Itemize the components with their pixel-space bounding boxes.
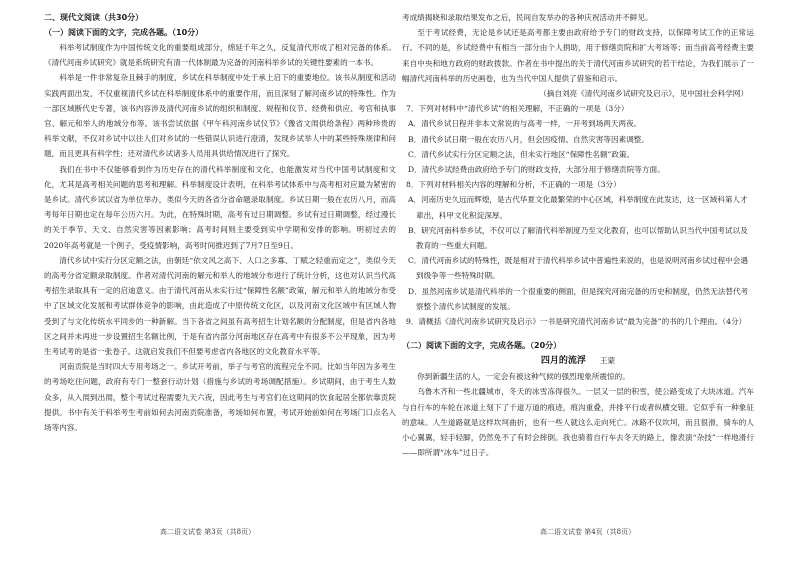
question-9: [402, 314, 754, 329]
left-page-footer: 高二语文试卷 第3页（共8页）: [160, 528, 256, 536]
paragraph: 科举是一件非常复杂且棘手的制度，乡试在科举制度中处于承上启下的重要地位。该书从制度和活动实践两面出发，不仅重视清代乡试在科举制度体系中的重要作用，而且深刻了解河南乡试的特殊性。作为一部区域断代史专著，该书内容涉及清代河南乡试的组织和制度、规程和仪节、经费和供应、考官和执事官、解元和举人的地域分布等。该书尝试依据《甲午科河南乡试仪节》《豫省文闱供给条程》两种珍贵的科举文献，不仅对乡试中以往人们对乡试的一些错误认识进行澄清，发现乡试举人中的某些特殊规律和问题，而且更具有科学性；还对清代乡试诸多人员用具供给情况进行了探究。: [44, 73, 396, 159]
question-8: [402, 177, 754, 314]
paragraph: 至于考试经费，无论是乡试还是高考都主要由政府给予专门的财政支持，以保障考试工作的正常运行。不同的是，乡试经费中有相当一部分由个人捐助，用于修缮贡院和扩大考场等；而当前高考经费主要来自中央和地方政府的财政拨款。作者在书中提出的关于清代河南乡试研究的若干结论，为我们展示了一幅清代河南科举的历史画卷，也为当代中国人提供了借鉴和启示。: [402, 28, 754, 83]
question-stem: 7．下列对材料中“清代乡试”的相关理解，不正确的一项是（3分）: [406, 104, 629, 114]
option-a: A．清代乡试日程并非本文常说的与高考一样，一开考到场两天两夜。: [408, 119, 642, 129]
story-author: 王蒙: [599, 356, 616, 366]
story-title: 四月的流浮: [540, 356, 586, 367]
paragraph: 你到新疆生活的人，一定会有被这种气候的强烈现象所震惊的。: [417, 372, 630, 382]
right-page-footer: 高二语文试卷 第4页（共8页）: [540, 528, 636, 536]
question-7: [402, 101, 754, 177]
option-c: C．清代河南乡试的特殊性，既是相对于清代科举乡试中普遍性来说的，也是说明河南乡试过程中会遇到级争等一些特殊时期。: [408, 256, 748, 281]
left-page: [44, 10, 396, 435]
paragraph: 清代乡试中实行分区定额之法，由朝廷“依文风之高下、人口之多寡、丁赋之轻重而定之”，类似今天的高考分省定额录取制度。作者对清代河南的解元和举人的地域分布进行了统计分析，这也对认识当代高考招生录取具有一定的启迪意义。由于清代河南从未实行过“保障性名额”政策，解元和举人的地域分布受中了区域文化发展和考试群体竞争的影响，由此造成了中原传统文化区，以及河南文化区域中有区域人物受到了与文化传统水平同步的一种新解。当下各省之间虽有高考招生计划名额的分配制度，但是省内各地区之间并未再进一步设置招生名额比例，于是有省内部分河南地区存在高考中有很多不公平现象，因为考生考试考的是省一张卷子。这就启发我们不但要考虑省内各地区的文化教育水平等。: [44, 255, 396, 357]
paragraph: 乌鲁木齐和一些北疆城市，冬天的冰雪冻得很久。一层又一层的积雪，使公路变成了大块冰道。汽车与自行车的车轮在冰道上刻下了千道万道的痕迹，痕沟重叠，并排平行或者纵横交错。它似乎有一种象征的意味。人生道路就是这样坎坷曲折，也有一些人就这么走向死亡。冰路不仅坎坷，而且很滑，骑车的人小心翼翼，轻手轻脚，仍然免不了有时会摔倒。我也骑着自行车去冬天的路上，像表演“杂技”一样地滑行——即所谓“冰车”过日子。: [402, 387, 754, 458]
question-stem: 8．下列对材料相关内容的理解和分析，不正确的一项是（3分）: [406, 180, 621, 190]
subsection-heading: （二）阅读下面的文字，完成各题。（20分）: [402, 341, 562, 351]
subsection-heading: （一）阅读下面的文字，完成各题。（10分）: [44, 28, 204, 37]
right-page: [402, 10, 754, 460]
option-a: A．河南历史久远而辉煌，是古代华夏文化最繁荣的中心区域，科举制度在此发达，这一区域科第人才辈出，科甲文化积淀深厚。: [408, 195, 748, 220]
story-title-line: [402, 353, 754, 369]
option-b: B．清代乡试日期一般在农历八月，但会因疫情、自然灾害等因素调整。: [408, 134, 649, 144]
paragraph: 我们在书中不仅能够看到作为历史存在的清代科举制度和文化，也能激发对当代中国考试制度和文化，尤其是高考相关问题的思考和理解。科举制度设计表明，在科举考试体系中与高考相对应最为紧密的是乡试。清代乡试以省为单位举办，类似今天的各省分省命题录取制度。乡试日期一般在农历八月，而高考每年日期也定在每年公历六月。为此，在特殊时期，高考有过日期调整。乡试有过日期调整，经过漫长的关于季节、天文、自然灾害等因素影响；高考时间则主要受到实中学期和安排的影响。明初过去的2020年高考就是一个例子，受疫情影响，高考时间推迟到了7月7日至9日。: [44, 164, 396, 250]
paragraph: 科举考试制度作为中国传统文化的重要组成部分，绵延千年之久，反复清代形成了相对完备的体系。《清代河南乡试研究》就是系统研究有清一代体制最为完备的河南科举乡试的关键性要素的一本书。: [44, 43, 396, 68]
option-c: C．清代乡试实行分区定额之法，但未实行地区“保障性名额”政策。: [408, 149, 635, 159]
option-d: D．虽然河南乡试是清代科举的一个很重要的侧面，但是探究河南完备的历史和制度，仍然无法替代考察整个清代乡试制度的发展。: [408, 286, 749, 311]
paragraph: 河南贡院是当时四大专用考场之一。乡试开考前，举子与考官的流程完全不同。比如当年因为多考生的考场吃住问题，政府有专门一整套行动计划（措施与乡试的考场调配措施）。乡试期间，由于考生人数众多，从入闱到出闱，整个考试过程需要九天六夜，因此考生与考官们在这期间的饮食起居全都依靠贡院提供。书中有关于科举考生考前如何去河南贡院准备，考场如何布置，考试开始前如何在考场门口点名入场等内容。: [44, 362, 396, 433]
question-stem: 9．请概括《清代河南乡试研究及启示》一书是研究清代河南乡试“最为完备”的书的几个理由。（4分）: [406, 317, 747, 327]
option-d: D．清代乡试经费由政府给予专门的财政支持，大部分用于修缮贡院等方面。: [408, 165, 665, 175]
option-b: B．研究河南科举乡试，不仅可以了解清代科举制度乃至文化教育，也可以帮助认识当代中国考试以及教育的一些重大问题。: [408, 225, 748, 251]
source-citation: （摘自刘亮《清代河南乡试研究及启示》，见中国社会科学网）: [539, 89, 748, 99]
paragraph: 考成绩揭晓和录取结果发布之后，民间自发举办的各种庆祝活动并不鲜见。: [402, 13, 653, 22]
section-heading: 二、现代文阅读（共30分）: [44, 13, 144, 22]
